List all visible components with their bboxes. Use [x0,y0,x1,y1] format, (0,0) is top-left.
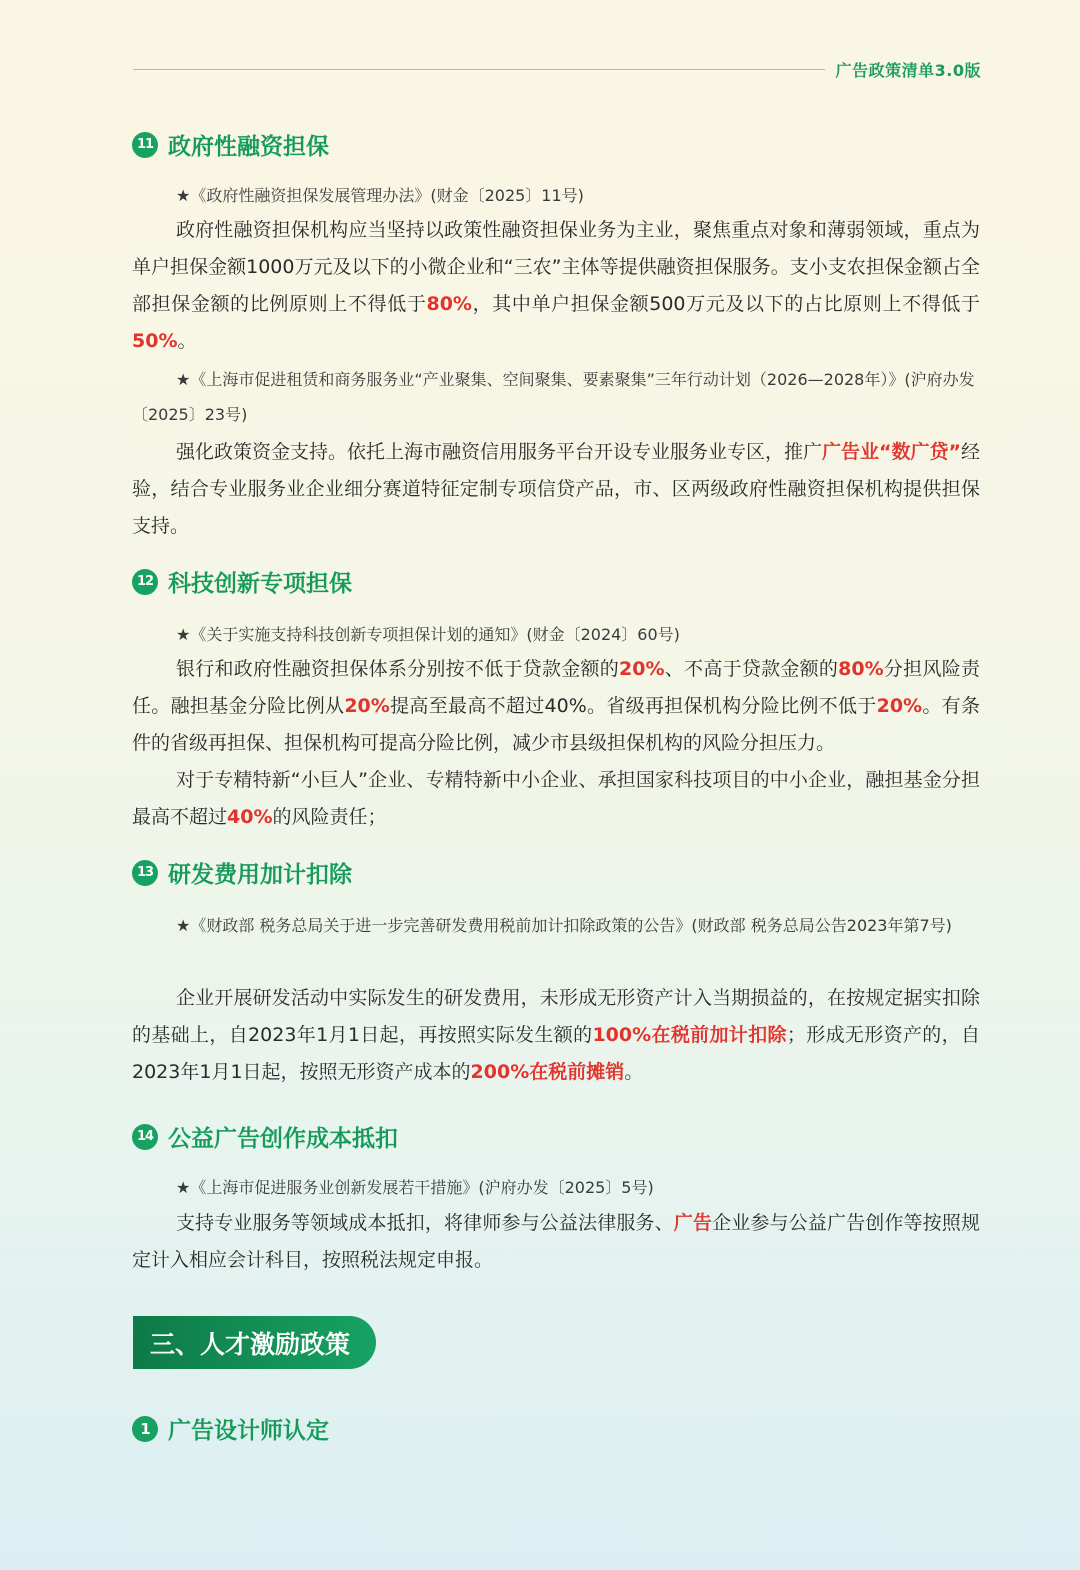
header-divider [133,69,825,70]
policy-paragraph: 企业开展研发活动中实际发生的研发费用，未形成无形资产计入当期损益的，在按规定据实扣除的基础上，自2023年1月1日起，再按照实际发生额的100%在税前加计扣除；形成无形资产的，自2023年1月1日起，按照无形资产成本的200%在税前摊销。 [132,987,980,1083]
policy-source: ★《上海市促进租赁和商务服务业“产业聚集、空间聚集、要素聚集”三年行动计划（2026—2028年）》(沪府办发〔2025〕23号) [132,370,975,424]
policy-paragraph: 支持专业服务等领域成本抵扣，将律师参与公益法律服务、广告企业参与公益广告创作等按照规定计入相应会计科目，按照税法规定申报。 [132,1212,980,1271]
section-title: 公益广告创作成本抵扣 [168,1126,398,1152]
header-title: 广告政策清单3.0版 [835,61,981,80]
highlight: 80% [426,293,472,315]
chapter-banner: 三、人才激励政策 [133,1316,376,1369]
policy-source: ★《上海市促进服务业创新发展若干措施》(沪府办发〔2025〕5号) [176,1178,654,1197]
highlight: 广告 [673,1212,713,1234]
section-title: 研发费用加计扣除 [168,862,352,888]
policy-paragraph: 强化政策资金支持。依托上海市融资信用服务平台开设专业服务业专区，推广广告业“数广贷”经验，结合专业服务业企业细分赛道特征定制专项信贷产品，市、区两级政府性融资担保机构提供担保支持。 [132,441,981,537]
section-heading-11 [132,128,329,161]
highlight: 40% [227,806,273,828]
section-title: 科技创新专项担保 [168,571,352,597]
section-title: 广告设计师认定 [168,1418,329,1444]
highlight: 100%在税前加计扣除 [592,1024,787,1046]
policy-paragraph: 银行和政府性融资担保体系分别按不低于贷款金额的20%、不高于贷款金额的80%分担风险责任。融担基金分险比例从20%提高至最高不超过40%。省级再担保机构分险比例不低于20%。有条件的省级再担保、担保机构可提高分险比例，减少市县级担保机构的风险分担压力。 [132,658,980,754]
section-heading-13 [132,856,352,889]
number-badge-icon: 11 [132,132,158,158]
section-heading-12 [132,565,352,598]
subsection-heading-1 [132,1412,329,1445]
section-title: 政府性融资担保 [168,134,329,160]
number-badge-icon: 14 [132,1124,158,1150]
highlight: 80% [838,658,884,680]
number-badge-icon: 13 [132,860,158,886]
highlight: 20% [876,695,923,717]
policy-paragraph: 政府性融资担保机构应当坚持以政策性融资担保业务为主业，聚焦重点对象和薄弱领域，重点为单户担保金额1000万元及以下的小微企业和“三农”主体等提供融资担保服务。支小支农担保金额占全部担保金额的比例原则上不得低于80%，其中单户担保金额500万元及以下的占比原则上不得低于50%。 [132,219,980,352]
policy-paragraph: 对于专精特新“小巨人”企业、专精特新中小企业、承担国家科技项目的中小企业，融担基金分担最高不超过40%的风险责任； [132,769,980,828]
number-badge-icon: 1 [132,1416,158,1442]
policy-source: ★《关于实施支持科技创新专项担保计划的通知》(财金〔2024〕60号) [176,625,680,644]
policy-source: ★《财政部 税务总局关于进一步完善研发费用税前加计扣除政策的公告》(财政部 税务总局公告2023年第7号) [176,916,952,935]
highlight: 20% [344,695,390,717]
highlight: 20% [619,658,665,680]
highlight: 广告业“数广贷” [822,441,961,463]
highlight: 200%在税前摊销 [470,1061,625,1083]
number-badge-icon: 12 [132,569,158,595]
policy-source: ★《政府性融资担保发展管理办法》(财金〔2025〕11号) [176,186,584,205]
section-heading-14 [132,1120,398,1153]
highlight: 50% [132,330,178,352]
